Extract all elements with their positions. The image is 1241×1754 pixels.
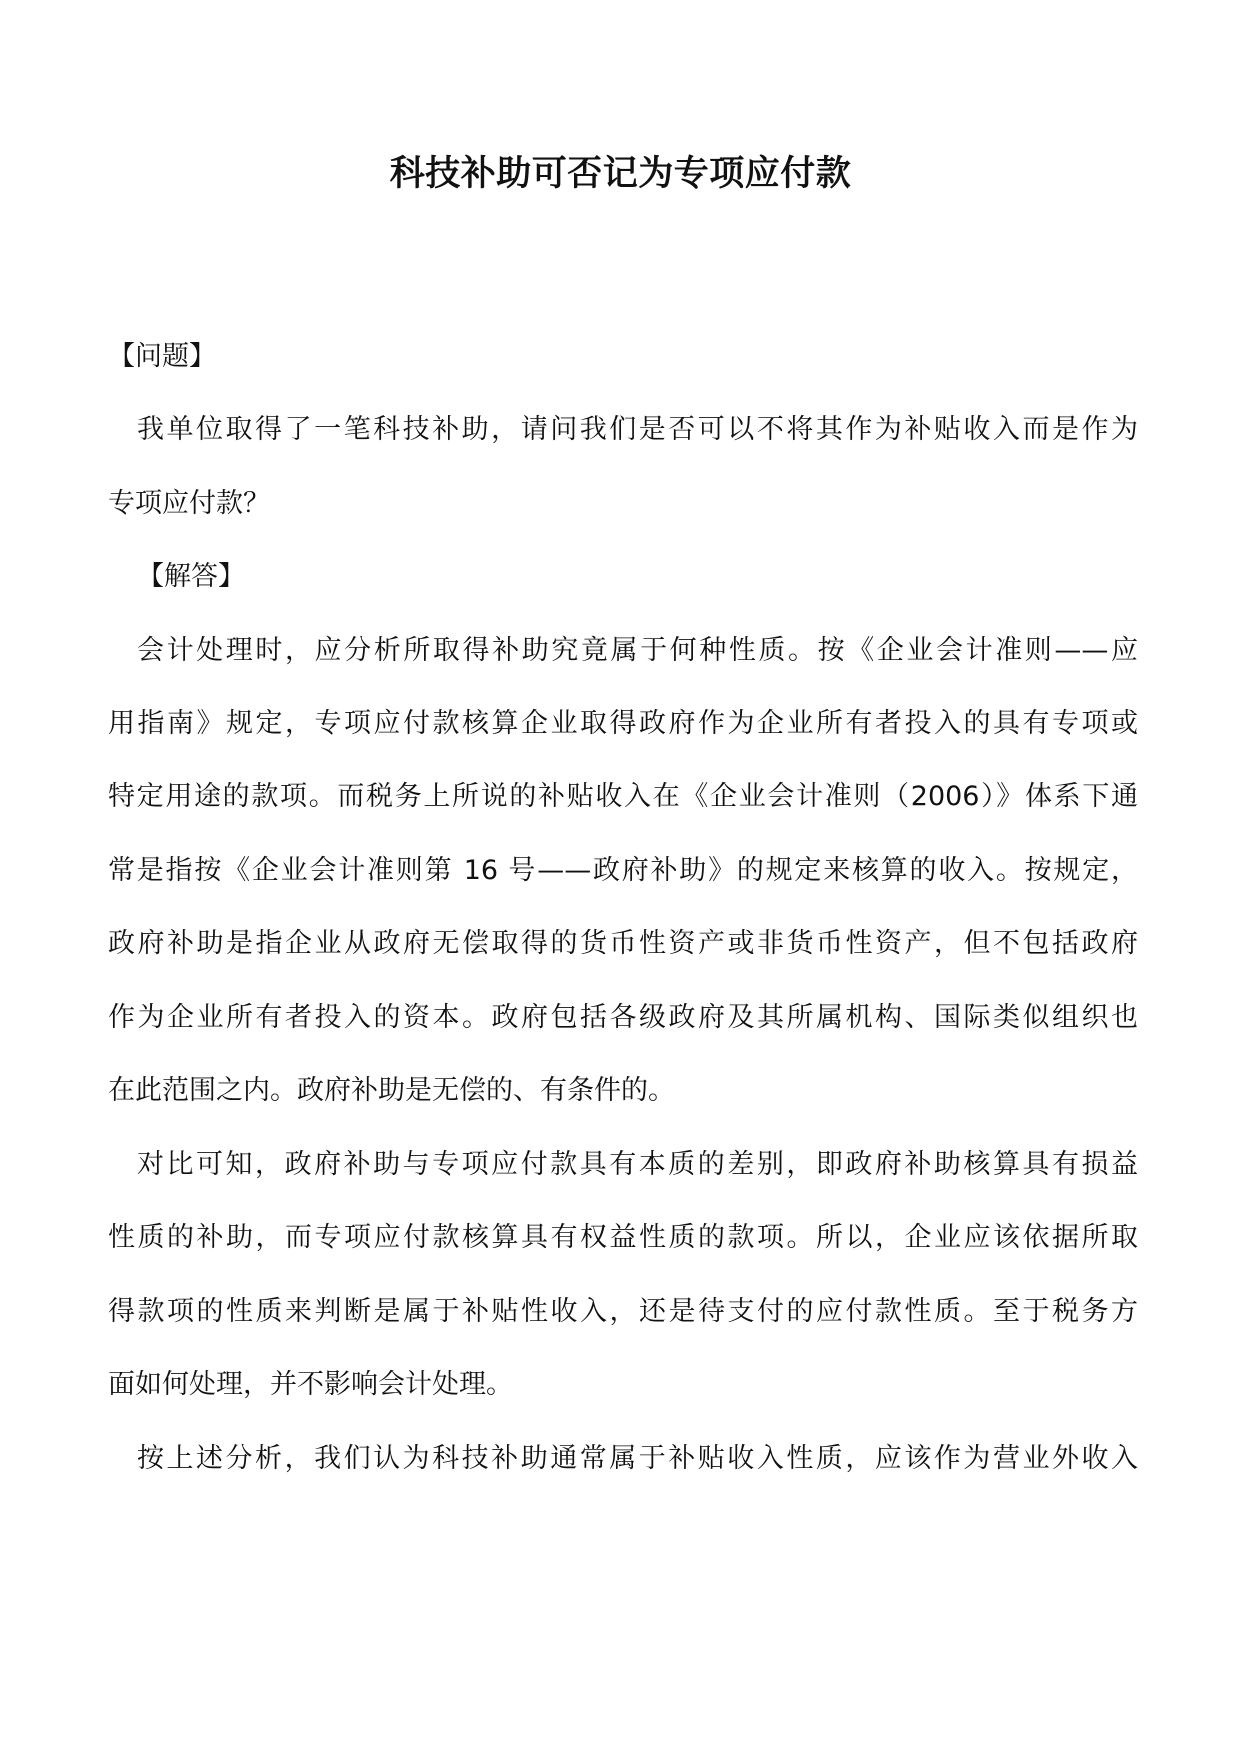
paragraph-line: 面如何处理，并不影响会计处理。 [108,1369,513,1400]
paragraph-line: 用指南》规定，专项应付款核算企业取得政府作为企业所有者投入的具有专项或 [108,708,1138,739]
answer-heading: 【解答】 [137,561,245,592]
paragraph-line: 按上述分析，我们认为科技补助通常属于补贴收入性质，应该作为营业外收入 [137,1443,1138,1474]
paragraph-line: 作为企业所有者投入的资本。政府包括各级政府及其所属机构、国际类似组织也 [108,1002,1138,1033]
paragraph-line: 专项应付款？ [108,488,270,519]
question-heading: 【问题】 [108,341,216,372]
paragraph-line: 性质的补助，而专项应付款核算具有权益性质的款项。所以，企业应该依据所取 [108,1222,1138,1253]
document-title: 科技补助可否记为专项应付款 [389,153,852,194]
paragraph-line: 我单位取得了一笔科技补助，请问我们是否可以不将其作为补贴收入而是作为 [137,414,1138,445]
paragraph-line: 特定用途的款项。而税务上所说的补贴收入在《企业会计准则（2006）》体系下通 [108,781,1138,812]
paragraph-line: 在此范围之内。政府补助是无偿的、有条件的。 [108,1075,675,1106]
paragraph-line: 常是指按《企业会计准则第 16 号——政府补助》的规定来核算的收入。按规定， [108,855,1138,886]
paragraph-line: 会计处理时，应分析所取得补助究竟属于何种性质。按《企业会计准则——应 [137,635,1138,666]
paragraph-line: 政府补助是指企业从政府无偿取得的货币性资产或非货币性资产，但不包括政府 [108,928,1138,959]
paragraph-line: 得款项的性质来判断是属于补贴性收入，还是待支付的应付款性质。至于税务方 [108,1296,1138,1327]
paragraph-line: 对比可知，政府补助与专项应付款具有本质的差别，即政府补助核算具有损益 [137,1149,1138,1180]
